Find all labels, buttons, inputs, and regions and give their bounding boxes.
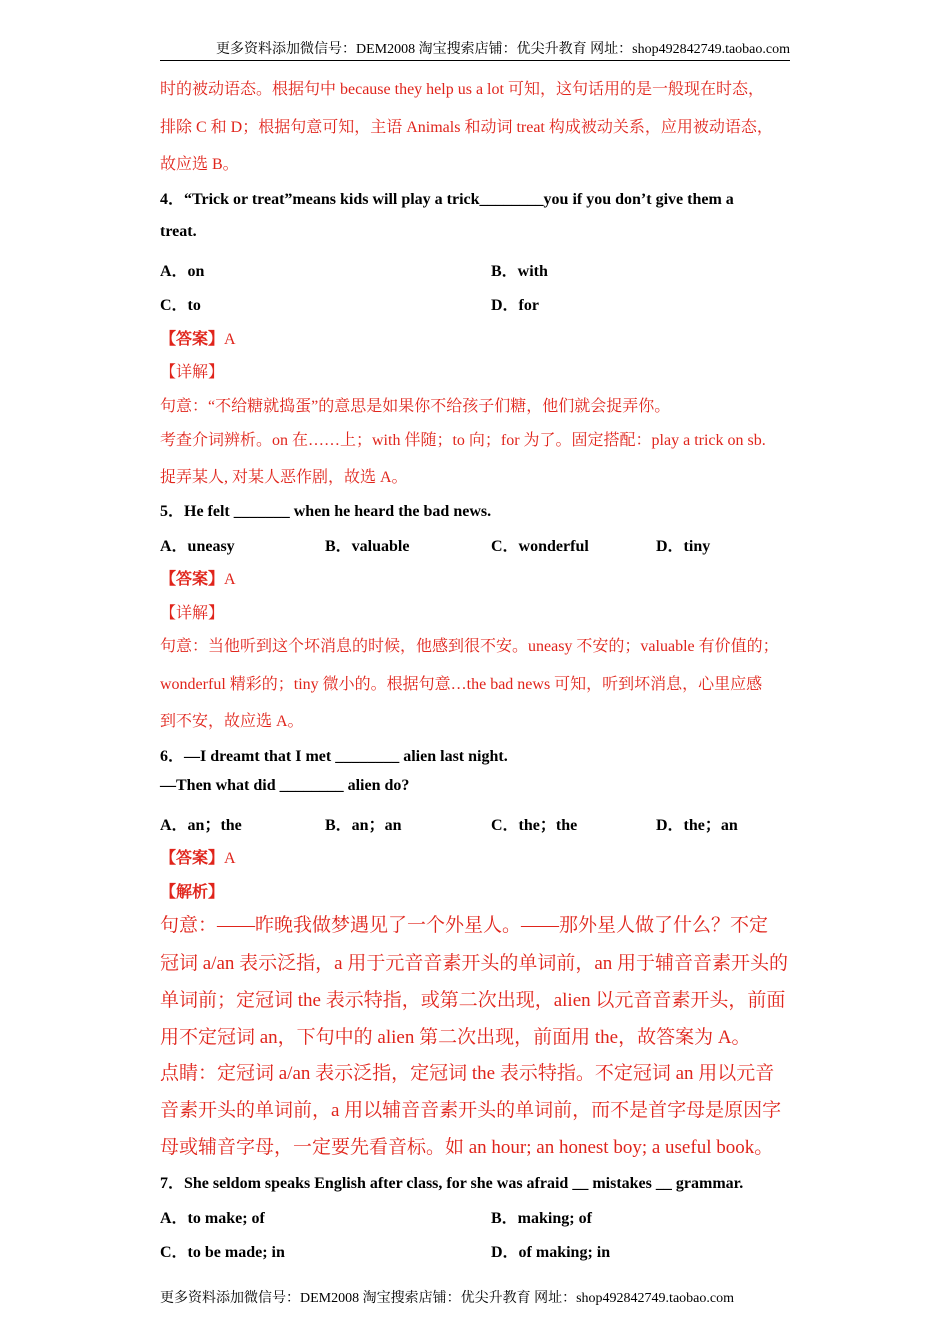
- q6-answer: [160, 845, 236, 868]
- q5-option-c[interactable]: C．wonderful: [491, 538, 589, 555]
- q6-explanation-4: 用不定冠词 an，下句中的 alien 第二次出现，前面用 the，故答案为 A。: [160, 1027, 751, 1048]
- q5-explanation-3: 到不安，故应选 A。: [160, 713, 304, 730]
- q7-option-c[interactable]: C．to be made; in: [160, 1244, 285, 1261]
- q5-line: 5．He felt _______ when he heard the bad news.: [160, 503, 492, 520]
- q6-explanation-3: 单词前；定冠词 the 表示特指，或第二次出现，alien 以元音音素开头，前面: [160, 990, 786, 1011]
- q4-explanation-1: 句意：“不给糖就捣蛋”的意思是如果你不给孩子们糖，他们就会捉弄你。: [160, 398, 671, 415]
- q6-option-d[interactable]: D．the；an: [656, 817, 738, 834]
- q4-explanation-3: 捉弄某人, 对某人恶作剧，故选 A。: [160, 469, 408, 486]
- q4-option-d[interactable]: D．for: [491, 297, 539, 314]
- intro-line-1: 时的被动语态。根据句中 because they help us a lot 可知，这句话用的是一般现在时态，: [160, 81, 764, 98]
- q6-explanation-1: 句意：——昨晚我做梦遇见了一个外星人。——那外星人做了什么？不定: [160, 915, 769, 936]
- q4-line-1: 4．“Trick or treat”means kids will play a trick________you if you don’t give them a: [160, 191, 734, 208]
- q4-option-a[interactable]: A．on: [160, 263, 205, 280]
- answer-value: A: [224, 850, 236, 867]
- q7-option-d[interactable]: D．of making; in: [491, 1244, 611, 1261]
- answer-label: 【答案】: [160, 331, 225, 348]
- q6-line-1: 6．—I dreamt that I met ________ alien last night.: [160, 748, 508, 765]
- q5-option-b[interactable]: B．valuable: [325, 538, 410, 555]
- q6-explanation-7: 母或辅音字母，一定要先看音标。如 an hour; an honest boy; a useful book。: [160, 1137, 774, 1158]
- q6-option-a[interactable]: A．an；the: [160, 817, 242, 834]
- answer-label: 【答案】: [160, 571, 225, 588]
- q4-option-c[interactable]: C．to: [160, 297, 201, 314]
- q6-explanation-6: 音素开头的单词前，a 用以辅音音素开头的单词前，而不是首字母是原因字: [160, 1100, 782, 1121]
- q4-option-b[interactable]: B．with: [491, 263, 548, 280]
- q5-detail-label: 【详解】: [160, 605, 225, 622]
- q6-option-c[interactable]: C．the；the: [491, 817, 578, 834]
- q5-answer: [160, 566, 236, 589]
- q4-explanation-2: 考查介词辨析。on 在……上；with 伴随；to 向；for 为了。固定搭配：play a trick on sb.: [160, 432, 766, 449]
- intro-line-3: 故应选 B。: [160, 156, 239, 173]
- q7-option-b[interactable]: B．making; of: [491, 1210, 592, 1227]
- intro-line-2: 排除 C 和 D；根据句意可知，主语 Animals 和动词 treat 构成被动关系，应用被动语态，: [160, 119, 773, 136]
- q4-detail-label: 【详解】: [160, 364, 225, 381]
- q5-explanation-2: wonderful 精彩的；tiny 微小的。根据句意…the bad news 可知，听到坏消息，心里应感: [160, 676, 763, 693]
- answer-label: 【答案】: [160, 850, 225, 867]
- q6-explanation-5: 点睛：定冠词 a/an 表示泛指，定冠词 the 表示特指。不定冠词 an 用以元音: [160, 1063, 775, 1084]
- answer-value: A: [224, 571, 236, 588]
- q6-analysis-label: 【解析】: [160, 884, 225, 901]
- q5-option-a[interactable]: A．uneasy: [160, 538, 235, 555]
- page-footer: 更多资料添加微信号：DEM2008 淘宝搜索店铺：优尖升教育 网址：shop492842749.taobao.com: [160, 1291, 734, 1306]
- q4-line-2: treat.: [160, 223, 197, 240]
- q5-option-d[interactable]: D．tiny: [656, 538, 711, 555]
- q7-option-a[interactable]: A．to make; of: [160, 1210, 265, 1227]
- q7-line: 7．She seldom speaks English after class, for she was afraid __ mistakes __ grammar.: [160, 1175, 744, 1192]
- q6-line-2: —Then what did ________ alien do?: [160, 777, 410, 794]
- q5-explanation-1: 句意：当他听到这个坏消息的时候，他感到很不安。uneasy 不安的；valuable 有价值的；: [160, 638, 779, 655]
- q6-option-b[interactable]: B．an；an: [325, 817, 402, 834]
- q4-answer: [160, 326, 236, 349]
- page-header: 更多资料添加微信号：DEM2008 淘宝搜索店铺：优尖升教育 网址：shop492842749.taobao.com: [160, 38, 790, 61]
- q6-explanation-2: 冠词 a/an 表示泛指，a 用于元音音素开头的单词前，an 用于辅音音素开头的: [160, 953, 789, 974]
- answer-value: A: [224, 331, 236, 348]
